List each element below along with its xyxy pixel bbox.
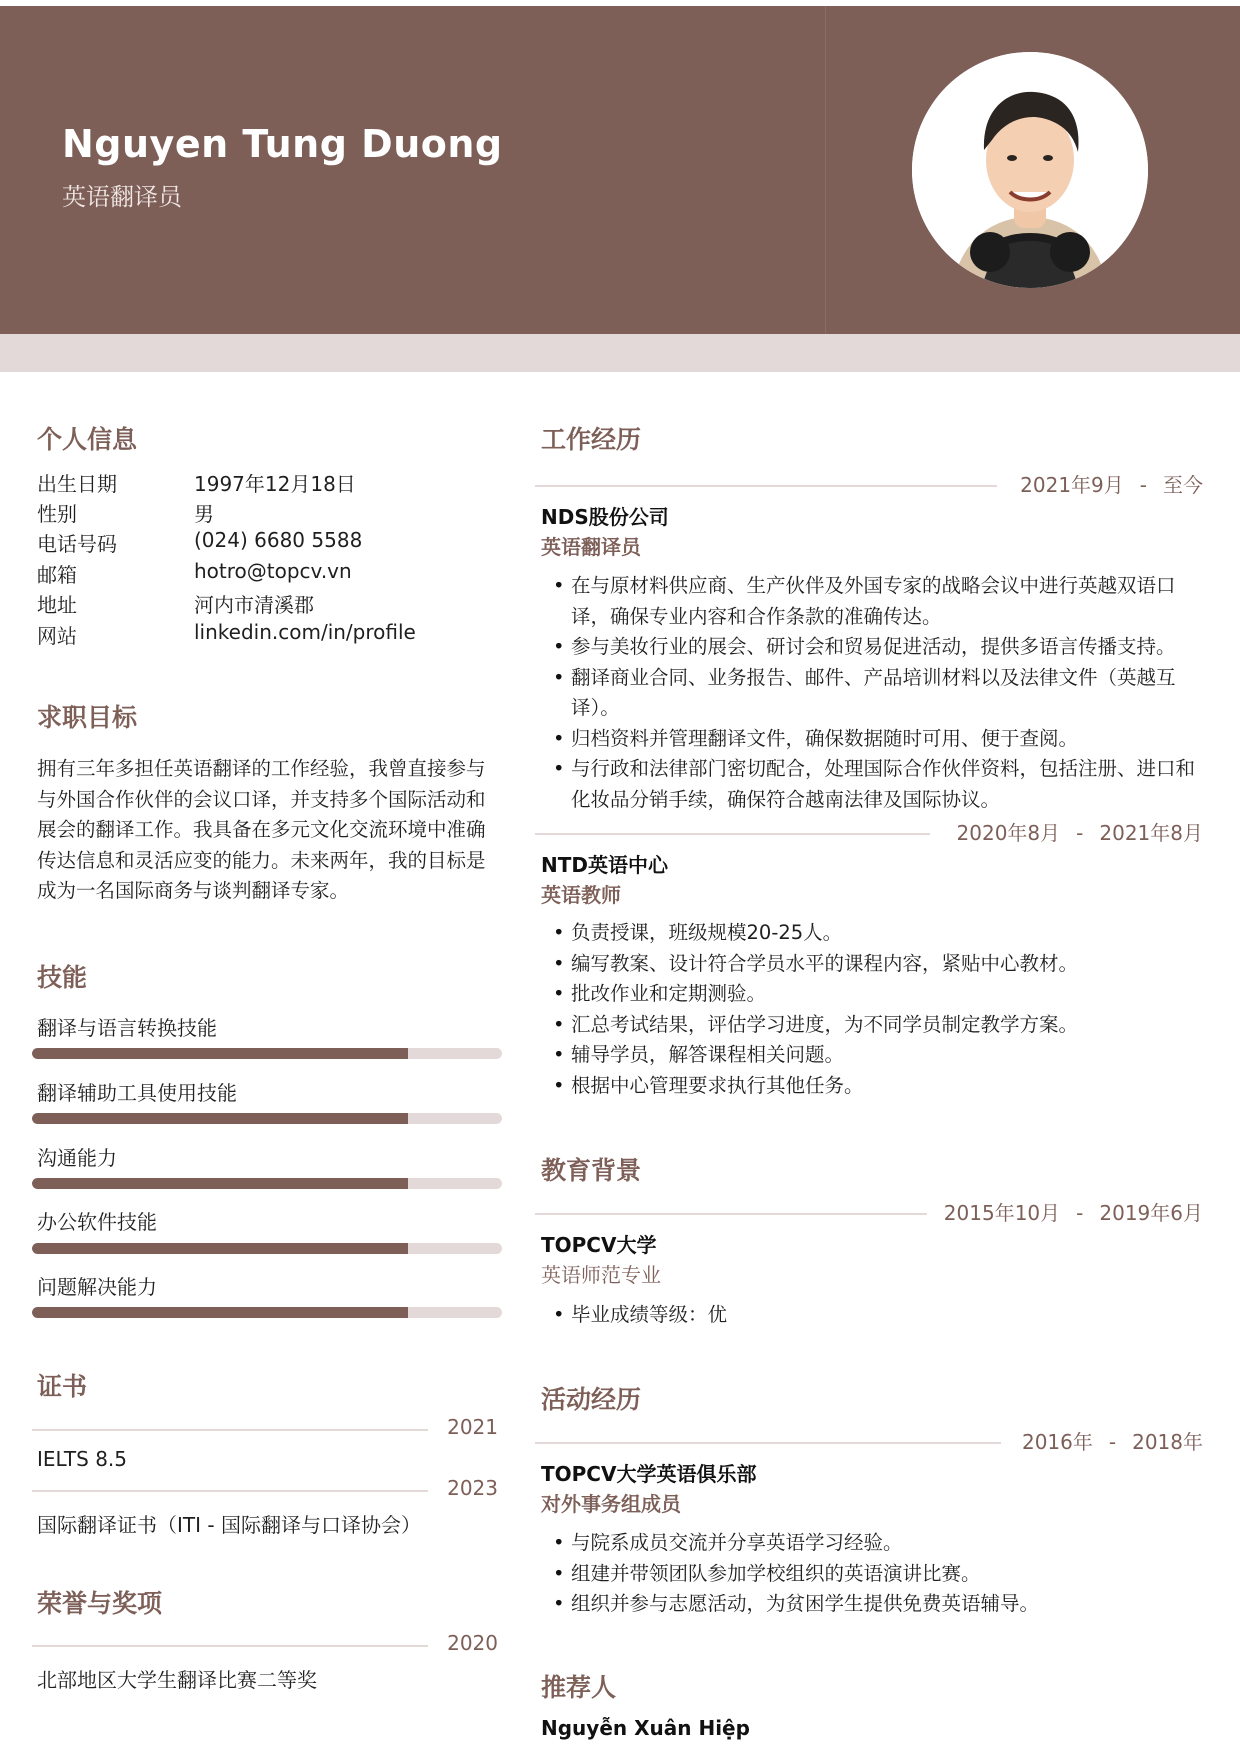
info-label: 邮箱 [37,563,77,587]
skill-label: 沟通能力 [37,1146,117,1170]
info-row-email [37,559,497,587]
divider-line [32,1490,428,1492]
info-row-gender [37,498,497,526]
list-item: • 负责授课，班级规模20-25人。 [553,918,1203,949]
certificate-name: IELTS 8.5 [37,1447,127,1471]
list-item: • 编写教案、设计符合学员水平的课程内容，紧贴中心教材。 [553,949,1203,980]
skill-bar [32,1307,502,1318]
list-item: • 组织并参与志愿活动，为贫困学生提供免费英语辅导。 [553,1589,1203,1620]
award-year: 2020 [447,1631,498,1655]
job-company: NDS股份公司 [541,505,669,529]
divider-line [535,485,997,487]
divider-line [535,833,930,835]
section-title-education: 教育背景 [541,1156,642,1185]
skill-bar-fill [32,1113,408,1124]
avatar-illustration [912,52,1148,288]
list-item: • 根据中心管理要求执行其他任务。 [553,1071,1203,1102]
education-dates [930,1197,1203,1226]
list-item: • 在与原材料供应商、生产伙伴及外国专家的战略会议中进行英越双语口译，确保专业内容和合作条款的准确传达。 [553,571,1203,632]
info-value: linkedin.com/in/profile [194,620,416,644]
info-label: 电话号码 [37,532,117,556]
job-role: 英语翻译员 [541,535,641,559]
date-separator: - [1139,473,1147,497]
info-label: 网站 [37,624,77,648]
skill-bar-fill [32,1178,408,1189]
skill-label: 翻译与语言转换技能 [37,1016,217,1040]
info-label: 地址 [37,593,77,617]
profile-photo [912,52,1148,288]
activity-org: TOPCV大学英语俱乐部 [541,1462,757,1486]
info-label: 出生日期 [37,472,117,496]
skill-bar [32,1243,502,1254]
divider-line [32,1645,428,1647]
certificate-year: 2023 [447,1476,498,1500]
header-band [0,334,1240,372]
education-major: 英语师范专业 [541,1263,661,1287]
list-item: • 辅导学员，解答课程相关问题。 [553,1040,1203,1071]
list-item: • 与院系成员交流并分享英语学习经验。 [553,1528,1203,1559]
date-separator: - [1076,1201,1084,1225]
info-row-birthdate [37,468,497,496]
skill-bar-fill [32,1048,408,1059]
date-start: 2016年 [1021,1430,1093,1454]
activity-bullets [553,1528,1203,1620]
info-row-website [37,620,497,648]
list-item: • 翻译商业合同、业务报告、邮件、产品培训材料以及法律文件（英越互译）。 [553,663,1203,724]
candidate-name: Nguyen Tung Duong [62,122,503,166]
list-item: • 归档资料并管理翻译文件，确保数据随时可用、便于查阅。 [553,724,1203,755]
section-title-skills: 技能 [37,963,88,992]
section-title-references: 推荐人 [541,1673,617,1702]
skill-bar [32,1178,502,1189]
skill-label: 办公软件技能 [37,1210,157,1234]
certificate-year: 2021 [447,1415,498,1439]
info-row-phone [37,528,497,556]
section-title-personal-info: 个人信息 [37,425,138,454]
list-item: • 与行政和法律部门密切配合，处理国际合作伙伴资料，包括注册、进口和化妆品分销手续，确保符合越南法律及国际协议。 [553,754,1203,815]
divider-line [535,1442,1001,1444]
job-bullets [553,571,1203,815]
date-end: 2021年8月 [1099,821,1203,845]
skill-bar-fill [32,1307,408,1318]
job-dates [935,817,1203,846]
job-role: 英语教师 [541,883,621,907]
info-value: 河内市清溪郡 [194,593,314,617]
list-item: • 组建并带领团队参加学校组织的英语演讲比赛。 [553,1559,1203,1590]
education-school: TOPCV大学 [541,1233,657,1257]
date-start: 2021年9月 [1020,473,1124,497]
info-row-address [37,589,497,617]
section-title-activities: 活动经历 [541,1385,642,1414]
candidate-job-title: 英语翻译员 [62,183,182,211]
job-bullets [553,918,1203,1101]
info-value: 1997年12月18日 [194,472,356,496]
date-end: 2018年 [1132,1430,1203,1454]
header-divider [825,6,826,334]
info-value: 男 [194,502,214,526]
section-title-certificates: 证书 [37,1372,88,1401]
date-separator: - [1076,821,1084,845]
section-title-experience: 工作经历 [541,425,642,454]
section-title-awards: 荣誉与奖项 [37,1589,163,1618]
info-label: 性别 [37,502,77,526]
skill-bar [32,1048,502,1059]
reference-name: Nguyễn Xuân Hiệp [541,1716,750,1740]
divider-line [32,1429,428,1431]
activity-dates [1005,1426,1203,1455]
date-end: 至今 [1163,473,1203,497]
list-item: • 汇总考试结果，评估学习进度，为不同学员制定教学方案。 [553,1010,1203,1041]
activity-role: 对外事务组成员 [541,1492,681,1516]
info-value: hotro@topcv.vn [194,559,352,583]
divider-line [535,1213,927,1215]
skill-label: 翻译辅助工具使用技能 [37,1081,237,1105]
info-value: (024) 6680 5588 [194,528,363,552]
skill-bar-fill [32,1243,408,1254]
objective-text: 拥有三年多担任英语翻译的工作经验，我曾直接参与与外国合作伙伴的会议口译，并支持多个国际活动和展会的翻译工作。我具备在多元文化交流环境中准确传达信息和灵活应变的能力。未来两年，我的目标是成为一名国际商务与谈判翻译专家。 [37,757,486,902]
date-start: 2020年8月 [956,821,1061,845]
date-separator: - [1108,1430,1117,1454]
list-item: • 毕业成绩等级：优 [553,1300,1203,1331]
job-dates [1000,469,1203,498]
job-company: NTD英语中心 [541,853,668,877]
list-item: • 批改作业和定期测验。 [553,979,1203,1010]
date-end: 2019年6月 [1099,1201,1203,1225]
skill-label: 问题解决能力 [37,1275,157,1299]
list-item: • 参与美妆行业的展会、研讨会和贸易促进活动，提供多语言传播支持。 [553,632,1203,663]
certificate-name: 国际翻译证书（ITI - 国际翻译与口译协会） [37,1513,421,1537]
award-name: 北部地区大学生翻译比赛二等奖 [37,1668,317,1692]
education-bullets [553,1300,1203,1331]
section-title-objective: 求职目标 [37,703,138,732]
skill-bar [32,1113,502,1124]
date-start: 2015年10月 [943,1201,1061,1225]
